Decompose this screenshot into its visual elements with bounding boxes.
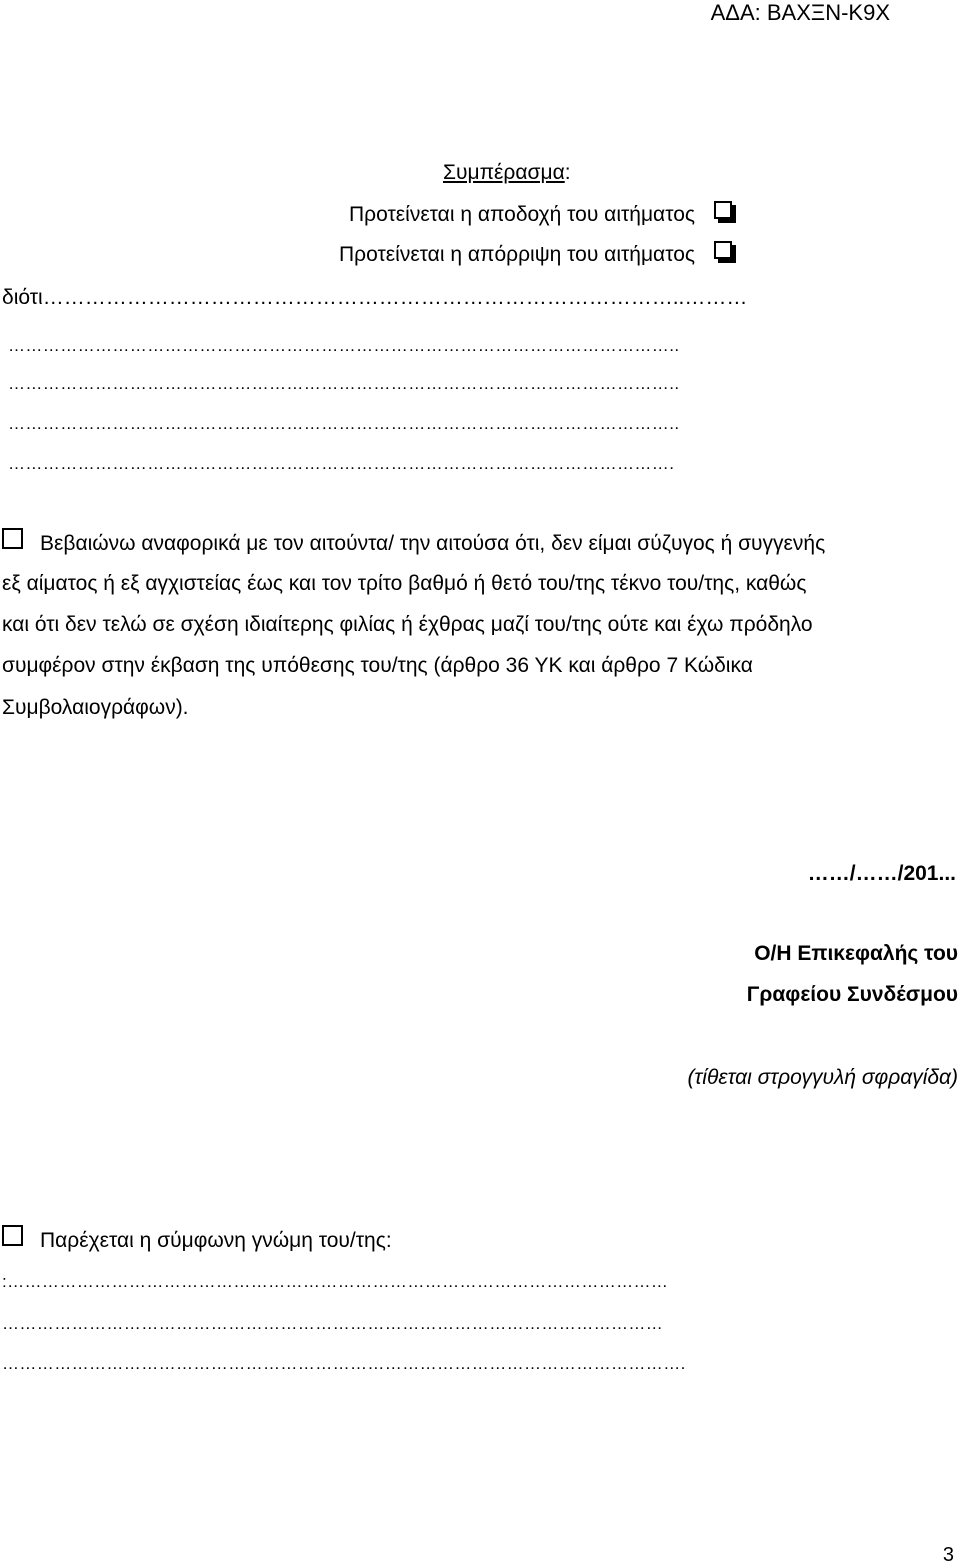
ada-code: ΑΔΑ: ΒΑΧΞΝ-Κ9Χ <box>710 0 890 25</box>
declaration-line: εξ αίματος ή εξ αγχιστείας έως και τον τρίτο βαθμό ή θετό του/της τέκνο του/της, καθώς <box>2 572 807 595</box>
conclusion-title <box>443 161 571 185</box>
declaration-line: και ότι δεν τελώ σε σχέση ιδιαίτερης φιλίας ή έχθρας μαζί του/της ούτε και έχω πρόδηλο <box>2 613 813 636</box>
because-line: διότι………………………………………………………………………………..……… <box>2 286 748 309</box>
dot-line: …………………………………………………………………………………………………….. <box>8 374 680 393</box>
consent-checkbox[interactable] <box>2 1225 23 1246</box>
option-reject-label: Προτείνεται η απόρριψη του αιτήματος <box>339 243 695 266</box>
dot-line: :…………………………………………………………………………………………………… <box>2 1272 669 1291</box>
dot-line: …………………………………………………………………………………………………….. <box>8 414 680 433</box>
signatory-role-line1: Ο/Η Επικεφαλής του <box>754 942 958 965</box>
conclusion-title-text: Συμπέρασμα <box>443 161 565 184</box>
date-field: ……/……/201... <box>807 862 956 885</box>
conclusion-title-colon: : <box>564 161 571 184</box>
declaration-line: συμφέρον στην έκβαση της υπόθεσης του/της (άρθρο 36 ΥΚ και άρθρο 7 Κώδικα <box>2 654 753 677</box>
declaration-line: Συμβολαιογράφων). <box>2 696 189 719</box>
declaration-checkbox[interactable] <box>2 528 23 549</box>
option-accept-label: Προτείνεται η αποδοχή του αιτήματος <box>349 203 695 226</box>
dot-line: ………………………………………………………………………………………………………. <box>2 1354 686 1373</box>
page-number: 3 <box>942 1544 954 1566</box>
signatory-role-line2: Γραφείου Συνδέσμου <box>746 983 958 1006</box>
stamp-note: (τίθεται στρογγυλή σφραγίδα) <box>687 1066 958 1089</box>
option-reject-checkbox[interactable] <box>714 241 732 259</box>
dot-line: …………………………………………………………………………………………………….. <box>8 336 680 355</box>
declaration-line: Βεβαιώνω αναφορικά με τον αιτούντα/ την αιτούσα ότι, δεν είμαι σύζυγος ή συγγενής <box>40 532 826 555</box>
option-accept-checkbox[interactable] <box>714 201 732 219</box>
dot-line: …………………………………………………………………………………………………… <box>2 1314 664 1333</box>
dot-line: ……………………………………………………………………………………………………. <box>8 454 675 473</box>
consent-label: Παρέχεται η σύμφωνη γνώμη του/της: <box>40 1229 392 1252</box>
